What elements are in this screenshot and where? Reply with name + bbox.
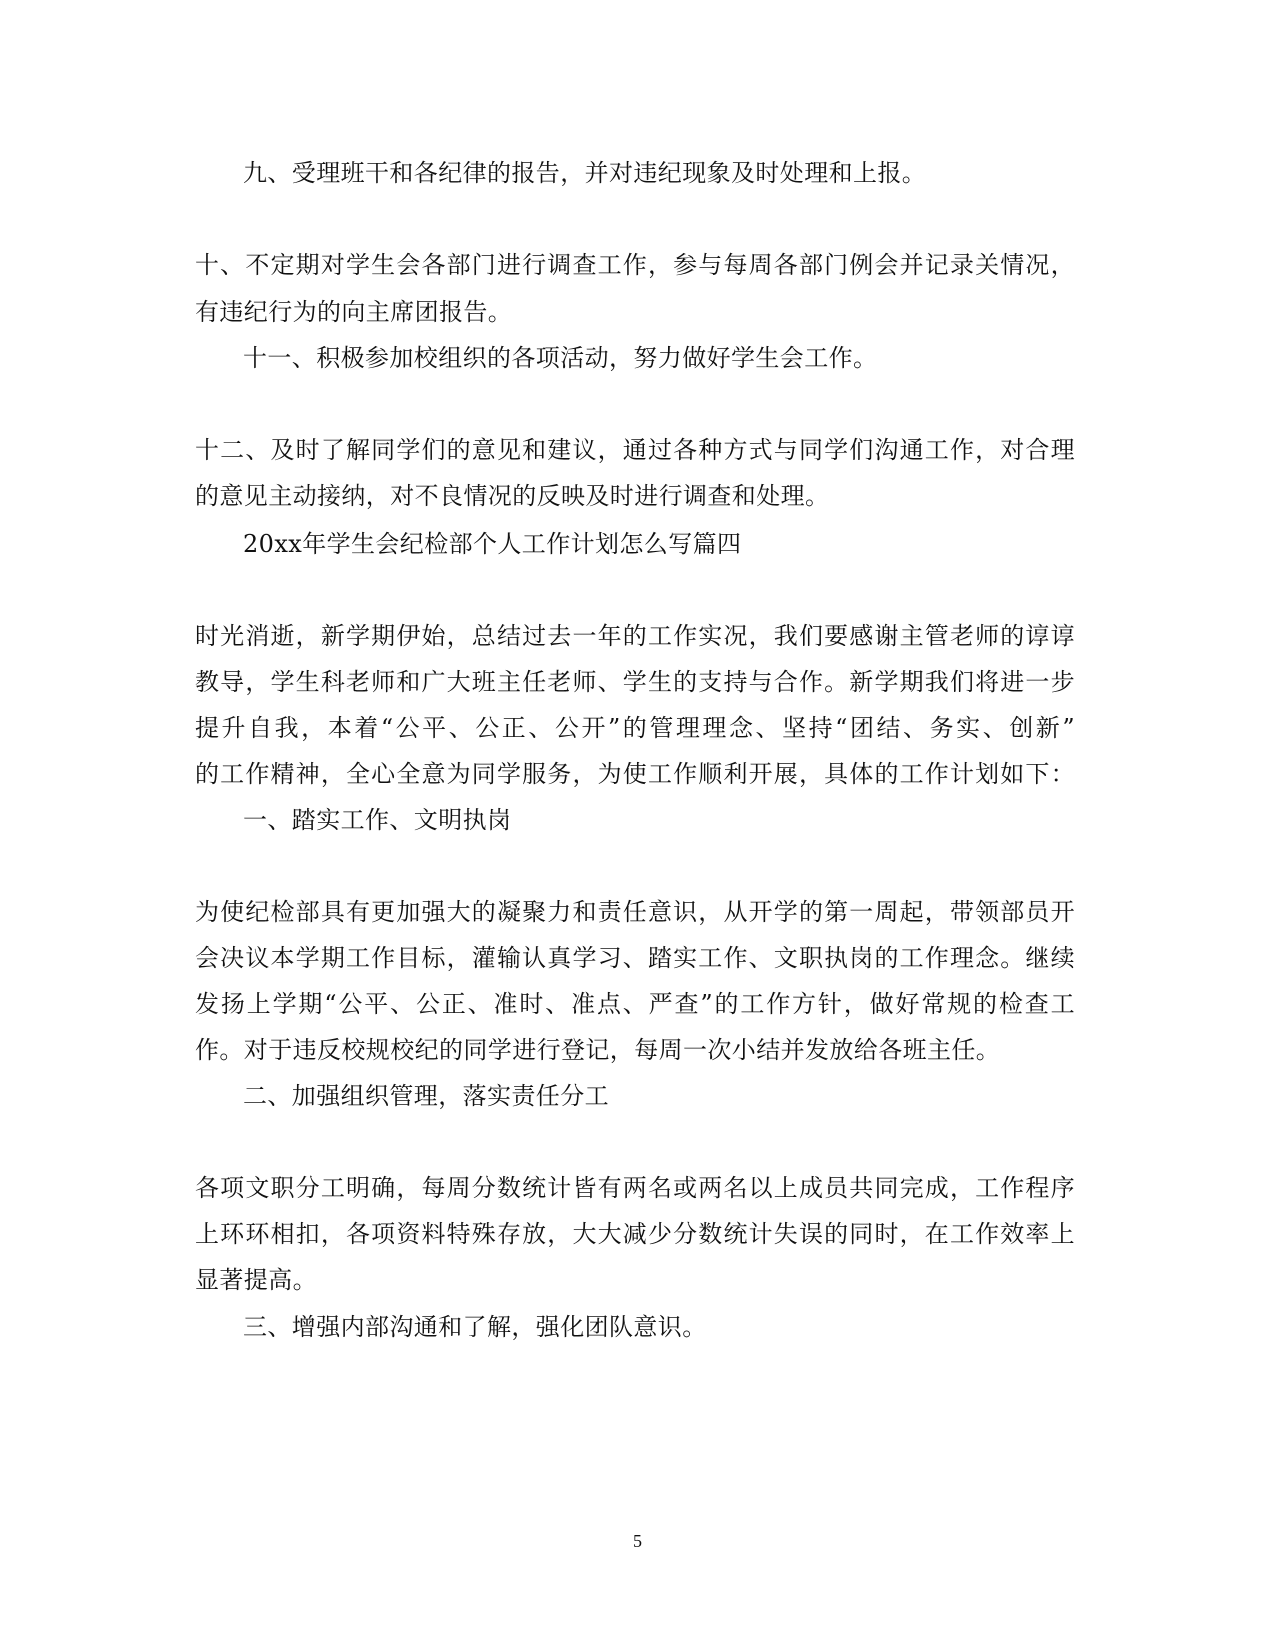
paragraph-item-10-line-1: 十、不定期对学生会各部门进行调查工作，参与每周各部门例会并记录关情况， <box>195 251 1075 279</box>
paragraph-two-line-3: 显著提高。 <box>195 1266 317 1294</box>
page-number: 5 <box>633 1531 642 1551</box>
heading-one: 一、踏实工作、文明执岗 <box>243 806 512 834</box>
intro-paragraph-line-2: 教导，学生科老师和广大班主任老师、学生的支持与合作。新学期我们将进一步 <box>195 668 1075 696</box>
intro-paragraph-line-3: 提升自我，本着“公平、公正、公开”的管理理念、坚持“团结、务实、创新” <box>195 714 1075 742</box>
paragraph-item-12-line-1: 十二、及时了解同学们的意见和建议，通过各种方式与同学们沟通工作，对合理 <box>195 436 1075 464</box>
paragraph-one-line-3: 发扬上学期“公平、公正、准时、准点、严查”的工作方针，做好常规的检查工 <box>195 990 1075 1018</box>
paragraph-item-10-line-2: 有违纪行为的向主席团报告。 <box>195 298 513 326</box>
paragraph-two-line-2: 上环环相扣，各项资料特殊存放，大大减少分数统计失误的同时，在工作效率上 <box>195 1220 1075 1248</box>
section-title: 20xx年学生会纪检部个人工作计划怎么写篇四 <box>243 530 742 558</box>
heading-three: 三、增强内部沟通和了解，强化团队意识。 <box>243 1313 707 1341</box>
paragraph-two-line-1: 各项文职分工明确，每周分数统计皆有两名或两名以上成员共同完成，工作程序 <box>195 1174 1075 1202</box>
intro-paragraph-line-1: 时光消逝，新学期伊始，总结过去一年的工作实况，我们要感谢主管老师的谆谆 <box>195 622 1075 650</box>
paragraph-one-line-1: 为使纪检部具有更加强大的凝聚力和责任意识，从开学的第一周起，带领部员开 <box>195 898 1075 926</box>
heading-two: 二、加强组织管理，落实责任分工 <box>243 1082 609 1110</box>
paragraph-one-line-2: 会决议本学期工作目标，灌输认真学习、踏实工作、文职执岗的工作理念。继续 <box>195 944 1075 972</box>
paragraph-one-line-4: 作。对于违反校规校纪的同学进行登记，每周一次小结并发放给各班主任。 <box>195 1036 1001 1064</box>
paragraph-item-12-line-2: 的意见主动接纳，对不良情况的反映及时进行调查和处理。 <box>195 482 830 510</box>
intro-paragraph-line-4: 的工作精神，全心全意为同学服务，为使工作顺利开展，具体的工作计划如下： <box>195 760 1075 788</box>
paragraph-item-11: 十一、积极参加校组织的各项活动，努力做好学生会工作。 <box>243 344 878 372</box>
paragraph-item-9: 九、受理班干和各纪律的报告，并对违纪现象及时处理和上报。 <box>243 159 927 187</box>
